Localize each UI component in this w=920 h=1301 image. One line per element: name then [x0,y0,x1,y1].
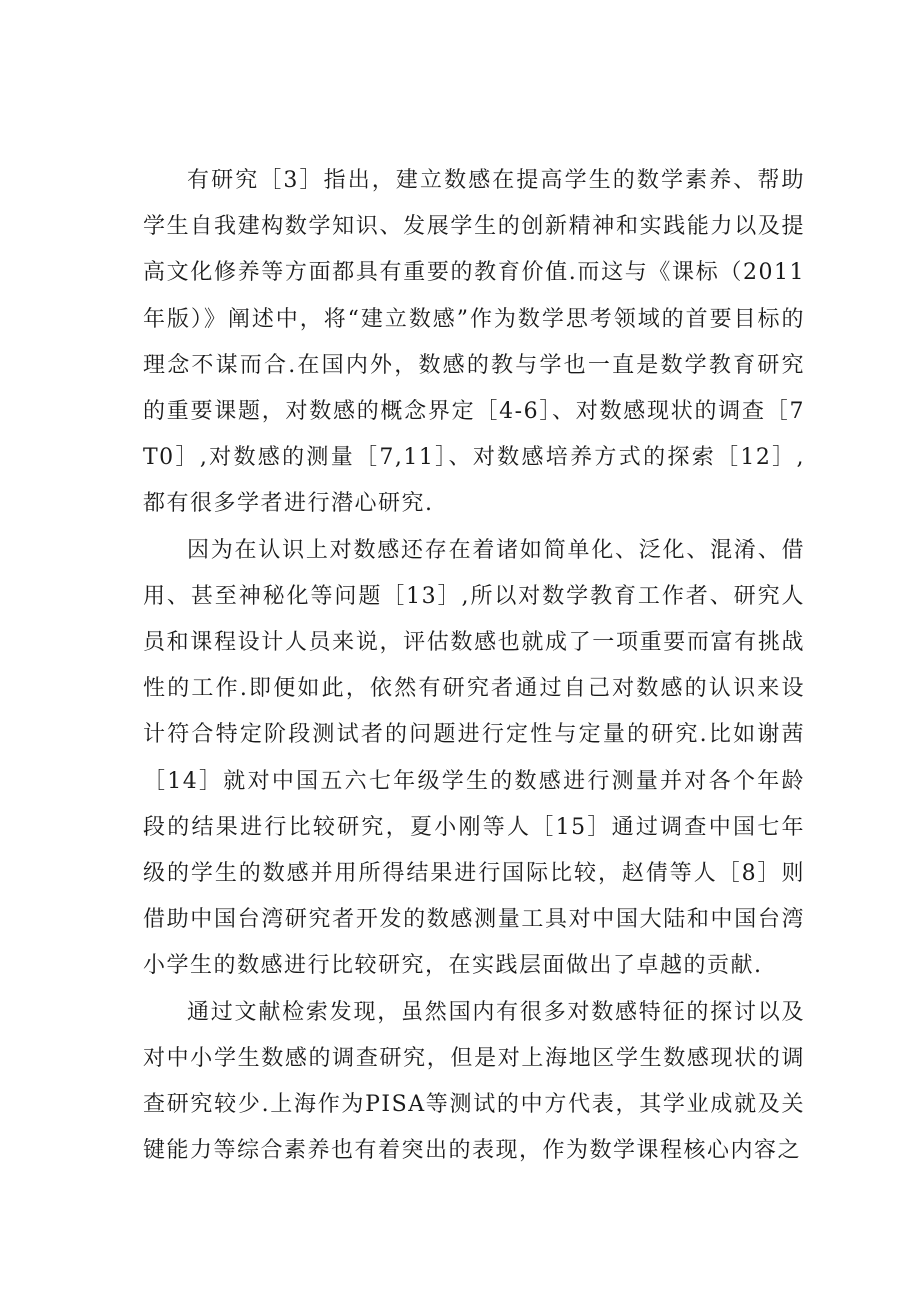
paragraph-2: 因为在认识上对数感还存在着诸如简单化、泛化、混淆、借用、甚至神秘化等问题［13］,所以对数学教育工作者、研究人员和课程设计人员来说，评估数感也就成了一项重要而富有挑战性的工作.即便如此，依然有研究者通过自己对数感的认识来设计符合特定阶段测试者的问题进行定性与定量的研究.比如谢茜［14］就对中国五六七年级学生的数感进行测量并对各个年龄段的结果进行比较研究，夏小刚等人［15］通过调查中国七年级的学生的数感并用所得结果进行国际比较，赵倩等人［8］则借助中国台湾研究者开发的数感测量工具对中国大陆和中国台湾小学生的数感进行比较研究，在实践层面做出了卓越的贡献. [143,537,805,979]
paragraph-1: 有研究［3］指出，建立数感在提高学生的数学素养、帮助学生自我建构数学知识、发展学生的创新精神和实践能力以及提高文化修养等方面都具有重要的教育价值.而这与《课标（2011年版）》阐述中，将“建立数感”作为数学思考领域的首要目标的理念不谋而合.在国内外，数感的教与学也一直是数学教育研究的重要课题，对数感的概念界定［4-6］、对数感现状的调查［7T0］,对数感的测量［7,11］、对数感培养方式的探索［12］,都有很多学者进行潜心研究. [143,168,805,517]
paragraph-3: 通过文献检索发现，虽然国内有很多对数感特征的探讨以及对中小学生数感的调查研究，但是对上海地区学生数感现状的调查研究较少.上海作为PISA等测试的中方代表，其学业成就及关键能力等综合素养也有着突出的表现，作为数学课程核心内容之 [143,999,805,1164]
body-text [143,158,805,1174]
